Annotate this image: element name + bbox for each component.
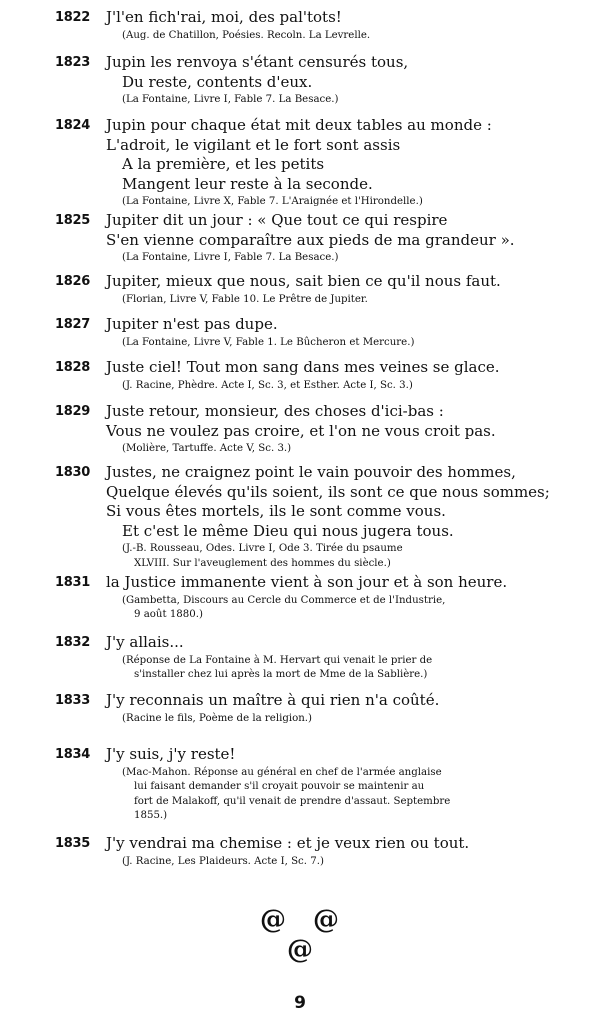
source-citation: (La Fontaine, Livre X, Fable 7. L'Araignée et l'Hirondelle.) (122, 196, 423, 207)
entry-number: 1824 (55, 118, 90, 133)
entry-number: 1829 (55, 404, 90, 419)
source-citation: (Aug. de Chatillon, Poésies. Recoln. La Levrelle. (122, 29, 371, 41)
quote-line: Juste retour, monsieur, des choses d'ici-bas : (106, 402, 444, 420)
source-line: s'installer chez lui après la mort de Mme de la Sablière.) (134, 669, 428, 680)
quote-line: J'y reconnais un maître à qui rien n'a coûté. (106, 691, 440, 709)
quote-line: la Justice immanente vient à son jour et à son heure. (106, 573, 508, 591)
quote-line: Jupin les renvoya s'étant censurés tous, (106, 53, 409, 71)
spiral-ornament-icon: @ (287, 935, 313, 965)
quote-line: A la première, et les petits (122, 155, 325, 173)
entry-number: 1834 (55, 747, 90, 762)
source-line: (J.-B. Rousseau, Odes. Livre I, Ode 3. Tirée du psaume (122, 543, 403, 554)
source-citation: (La Fontaine, Livre V, Fable 1. Le Bûcheron et Mercure.) (122, 336, 415, 348)
quote-line: J'l'en fich'rai, moi, des pal'tots! (106, 8, 342, 26)
entry-number: 1827 (55, 317, 90, 332)
source-citation (106, 542, 566, 571)
entry-number: 1822 (55, 10, 90, 25)
entry-number: 1831 (55, 575, 90, 590)
source-line: 9 août 1880.) (134, 609, 203, 620)
entry-number: 1835 (55, 836, 90, 851)
quote-line: L'adroit, le vigilant et le fort sont assis (106, 135, 401, 154)
source-line: (Gambetta, Discours au Cercle du Commerce et de l'Industrie, (122, 594, 446, 606)
source-citation: (Molière, Tartuffe. Acte V, Sc. 3.) (122, 443, 292, 454)
page-number: 9 (294, 993, 306, 1013)
quote-line: Si vous êtes mortels, ils le sont comme vous. (106, 502, 446, 520)
source-citation (106, 766, 566, 824)
source-citation: (J. Racine, Les Plaideurs. Acte I, Sc. 7.) (122, 855, 324, 867)
quote-line: Juste ciel! Tout mon sang dans mes veines se glace. (106, 358, 500, 376)
quote-line: Quelque élevés qu'ils soient, ils sont ce que nous sommes; (106, 482, 550, 501)
source-line: (Mac-Mahon. Réponse au général en chef de l'armée anglaise (122, 766, 442, 778)
entry-number: 1823 (55, 55, 90, 70)
quote-line: Du reste, contents d'eux. (122, 72, 313, 91)
quote-line: Et c'est le même Dieu qui nous jugera tous. (122, 521, 454, 540)
quote-line: J'y allais... (106, 633, 184, 651)
quote-line: Mangent leur reste à la seconde. (122, 174, 373, 193)
entry-number: 1825 (55, 213, 90, 228)
quote-line: Jupin pour chaque état mit deux tables au monde : (106, 116, 492, 134)
source-citation: (J. Racine, Phèdre. Acte I, Sc. 3, et Esther. Acte I, Sc. 3.) (122, 379, 413, 391)
source-line: XLVIII. Sur l'aveuglement des hommes du siècle.) (134, 557, 391, 569)
quote-line: Jupiter dit un jour : « Que tout ce qui respire (106, 211, 448, 229)
source-line: fort de Malakoff, qu'il venait de prendre d'assaut. Septembre (134, 795, 451, 807)
spiral-ornament-icon: @ (260, 905, 286, 935)
source-citation: (Racine le fils, Poème de la religion.) (122, 712, 313, 724)
entry-number: 1832 (55, 635, 90, 650)
entry-number: 1828 (55, 360, 90, 375)
source-citation: (La Fontaine, Livre I, Fable 7. La Besace.) (122, 252, 339, 263)
spiral-ornament-icon: @ (313, 905, 339, 935)
source-line: 1855.) (134, 810, 168, 821)
source-citation: (Florian, Livre V, Fable 10. Le Prêtre de Jupiter. (122, 293, 368, 305)
quote-line: Vous ne voulez pas croire, et l'on ne vous croit pas. (106, 421, 496, 440)
ornament-group (0, 905, 600, 975)
source-citation (106, 594, 566, 623)
entry-number: 1826 (55, 274, 90, 289)
quote-line: Jupiter n'est pas dupe. (106, 315, 278, 333)
entry-number: 1830 (55, 465, 90, 480)
quote-line: J'y vendrai ma chemise : et je veux rien ou tout. (106, 834, 470, 852)
source-line: lui faisant demander s'il croyait pouvoir se maintenir au (134, 781, 425, 792)
source-citation: (La Fontaine, Livre I, Fable 7. La Besace.) (122, 94, 339, 105)
quote-line: J'y suis, j'y reste! (106, 745, 236, 763)
entry-number: 1833 (55, 693, 90, 708)
quote-line: Justes, ne craignez point le vain pouvoir des hommes, (106, 463, 516, 481)
source-citation (106, 654, 566, 683)
quote-line: Jupiter, mieux que nous, sait bien ce qu'il nous faut. (106, 272, 501, 290)
quote-line: S'en vienne comparaître aux pieds de ma grandeur ». (106, 230, 515, 249)
source-line: (Réponse de La Fontaine à M. Hervart qui venait le prier de (122, 654, 433, 666)
